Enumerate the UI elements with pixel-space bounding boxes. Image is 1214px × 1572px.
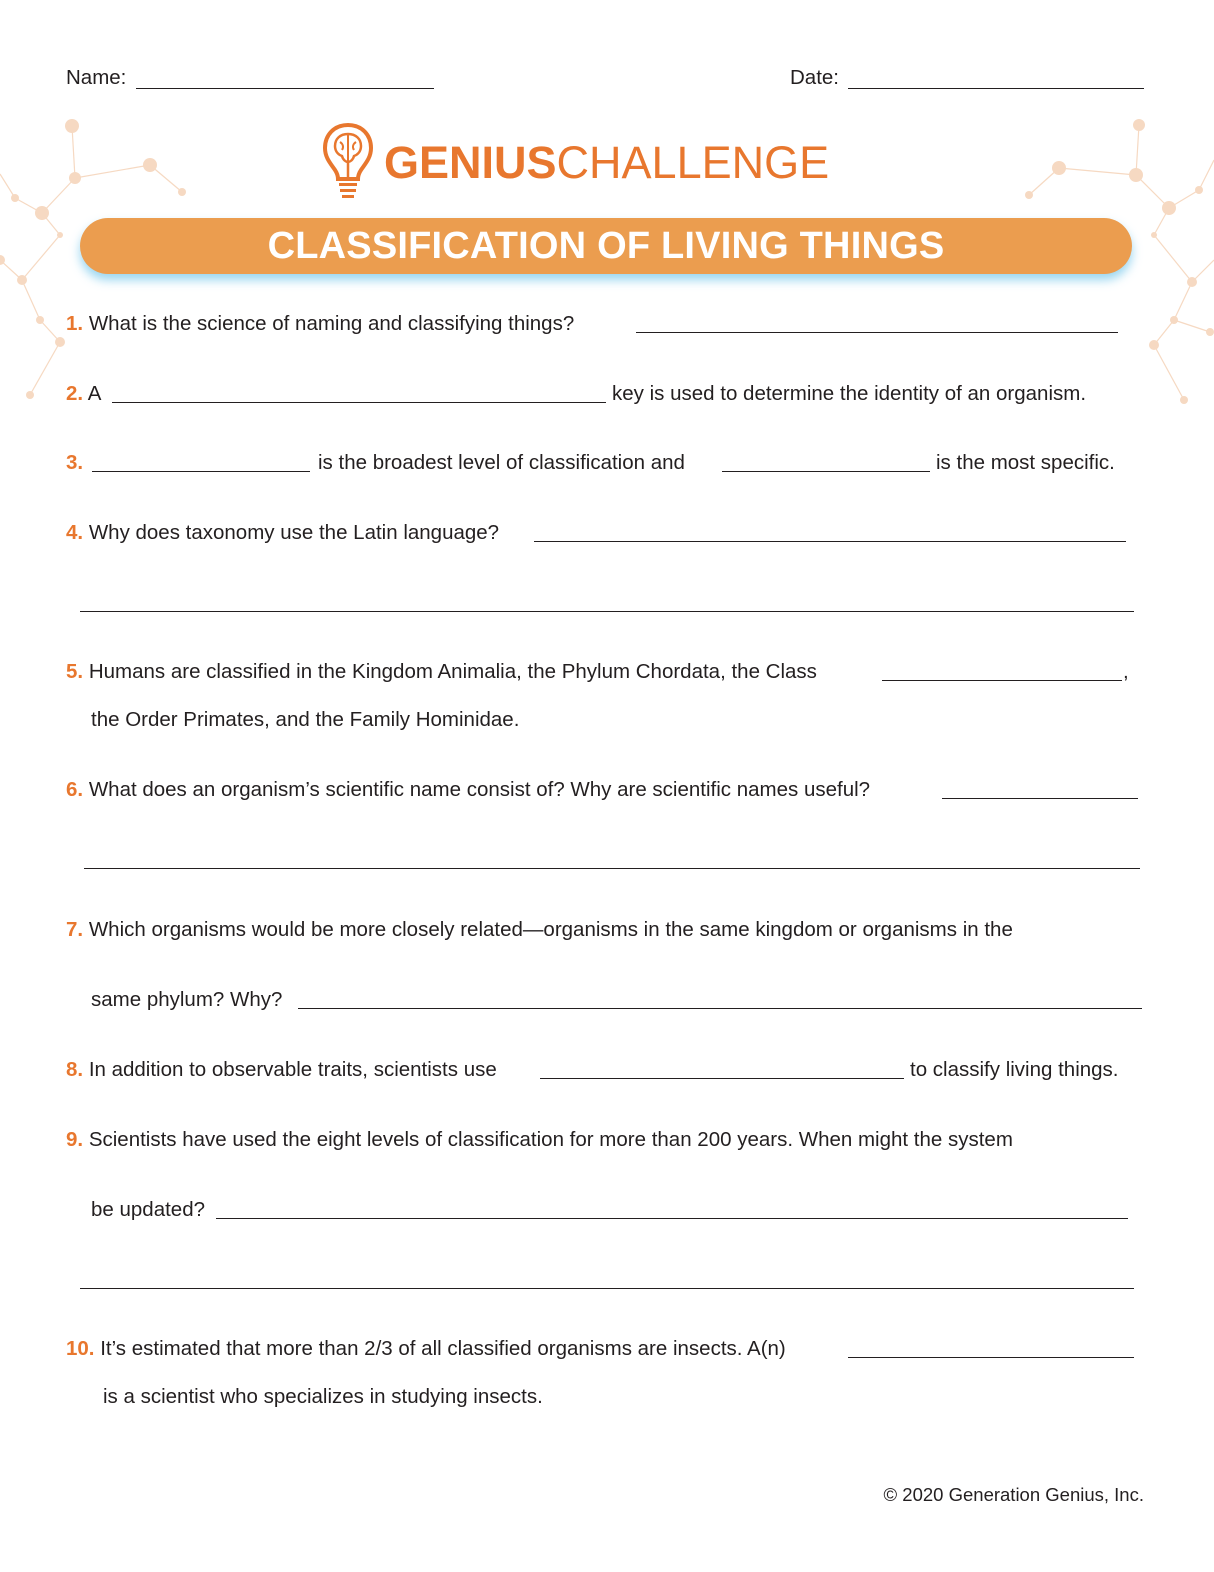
question-text: Which organisms would be more closely related—organisms in the same kingdom or organisms in the: [88, 918, 1013, 941]
answer-line-6a[interactable]: [942, 798, 1138, 799]
question-5-line2: the Order Primates, and the Family Hominidae.: [91, 708, 520, 731]
question-text: Why does taxonomy use the Latin language?: [88, 521, 500, 544]
answer-line-9b[interactable]: [80, 1288, 1134, 1289]
question-text: Humans are classified in the Kingdom Animalia, the Phylum Chordata, the Class: [88, 660, 817, 683]
date-field[interactable]: [848, 88, 1144, 89]
question-number: 4.: [66, 521, 84, 544]
logo-light: CHALLENGE: [556, 137, 830, 188]
answer-line-9a[interactable]: [216, 1218, 1128, 1219]
question-10-line2: is a scientist who specializes in studying insects.: [103, 1385, 543, 1408]
answer-line-4b[interactable]: [80, 611, 1134, 612]
question-text: In addition to observable traits, scientists use: [88, 1058, 497, 1081]
question-number: 10.: [66, 1337, 95, 1360]
question-4: [66, 521, 499, 545]
question-10: [66, 1337, 786, 1361]
answer-line-7[interactable]: [298, 1008, 1142, 1009]
answer-line-3b[interactable]: [722, 471, 930, 472]
question-3-end: is the most specific.: [936, 451, 1115, 474]
copyright: © 2020 Generation Genius, Inc.: [883, 1484, 1144, 1505]
answer-line-4a[interactable]: [534, 541, 1126, 542]
question-number: 7.: [66, 918, 84, 941]
question-6: [66, 778, 870, 802]
question-9: [66, 1128, 1013, 1152]
name-field[interactable]: [136, 88, 434, 89]
name-label: Name:: [66, 66, 127, 89]
question-5: [66, 660, 817, 684]
question-text: What is the science of naming and classifying things?: [88, 312, 575, 335]
question-text: It’s estimated that more than 2/3 of all classified organisms are insects. A(n): [100, 1337, 786, 1360]
question-7: [66, 918, 1013, 942]
question-8-end: to classify living things.: [910, 1058, 1119, 1081]
question-number: 8.: [66, 1058, 84, 1081]
question-3-middle: is the broadest level of classification and: [318, 451, 685, 474]
lightbulb-brain-icon: [322, 122, 374, 202]
logo-bold: GENIUS: [384, 137, 557, 188]
question-text: What does an organism’s scientific name consist of? Why are scientific names useful?: [88, 778, 871, 801]
question-9-line2: be updated?: [91, 1198, 206, 1221]
question-7-line2: same phylum? Why?: [91, 988, 283, 1011]
question-text: Scientists have used the eight levels of classification for more than 200 years. When might the system: [88, 1128, 1013, 1151]
question-3-number: [66, 451, 83, 475]
answer-line-5[interactable]: [882, 680, 1122, 681]
answer-line-8[interactable]: [540, 1078, 904, 1079]
question-number: 1.: [66, 312, 84, 335]
answer-line-2[interactable]: [112, 402, 606, 403]
date-label: Date:: [790, 66, 839, 89]
question-2-end: key is used to determine the identity of an organism.: [612, 382, 1087, 405]
question-5-comma: ,: [1123, 660, 1129, 683]
answer-line-6b[interactable]: [84, 868, 1140, 869]
question-number: 5.: [66, 660, 84, 683]
question-number: 9.: [66, 1128, 84, 1151]
answer-line-3a[interactable]: [92, 471, 310, 472]
answer-line-10[interactable]: [848, 1357, 1134, 1358]
question-2-start: [66, 382, 101, 406]
question-text: A: [87, 382, 102, 405]
answer-line-1[interactable]: [636, 332, 1118, 333]
question-number: 6.: [66, 778, 84, 801]
title-banner: [80, 218, 1132, 274]
question-1: [66, 312, 574, 336]
question-8-start: [66, 1058, 497, 1082]
page-title: CLASSIFICATION OF LIVING THINGS: [267, 225, 945, 267]
question-number: 2.: [66, 382, 84, 405]
logo-wordmark: [384, 138, 829, 188]
question-number: 3.: [66, 451, 84, 474]
